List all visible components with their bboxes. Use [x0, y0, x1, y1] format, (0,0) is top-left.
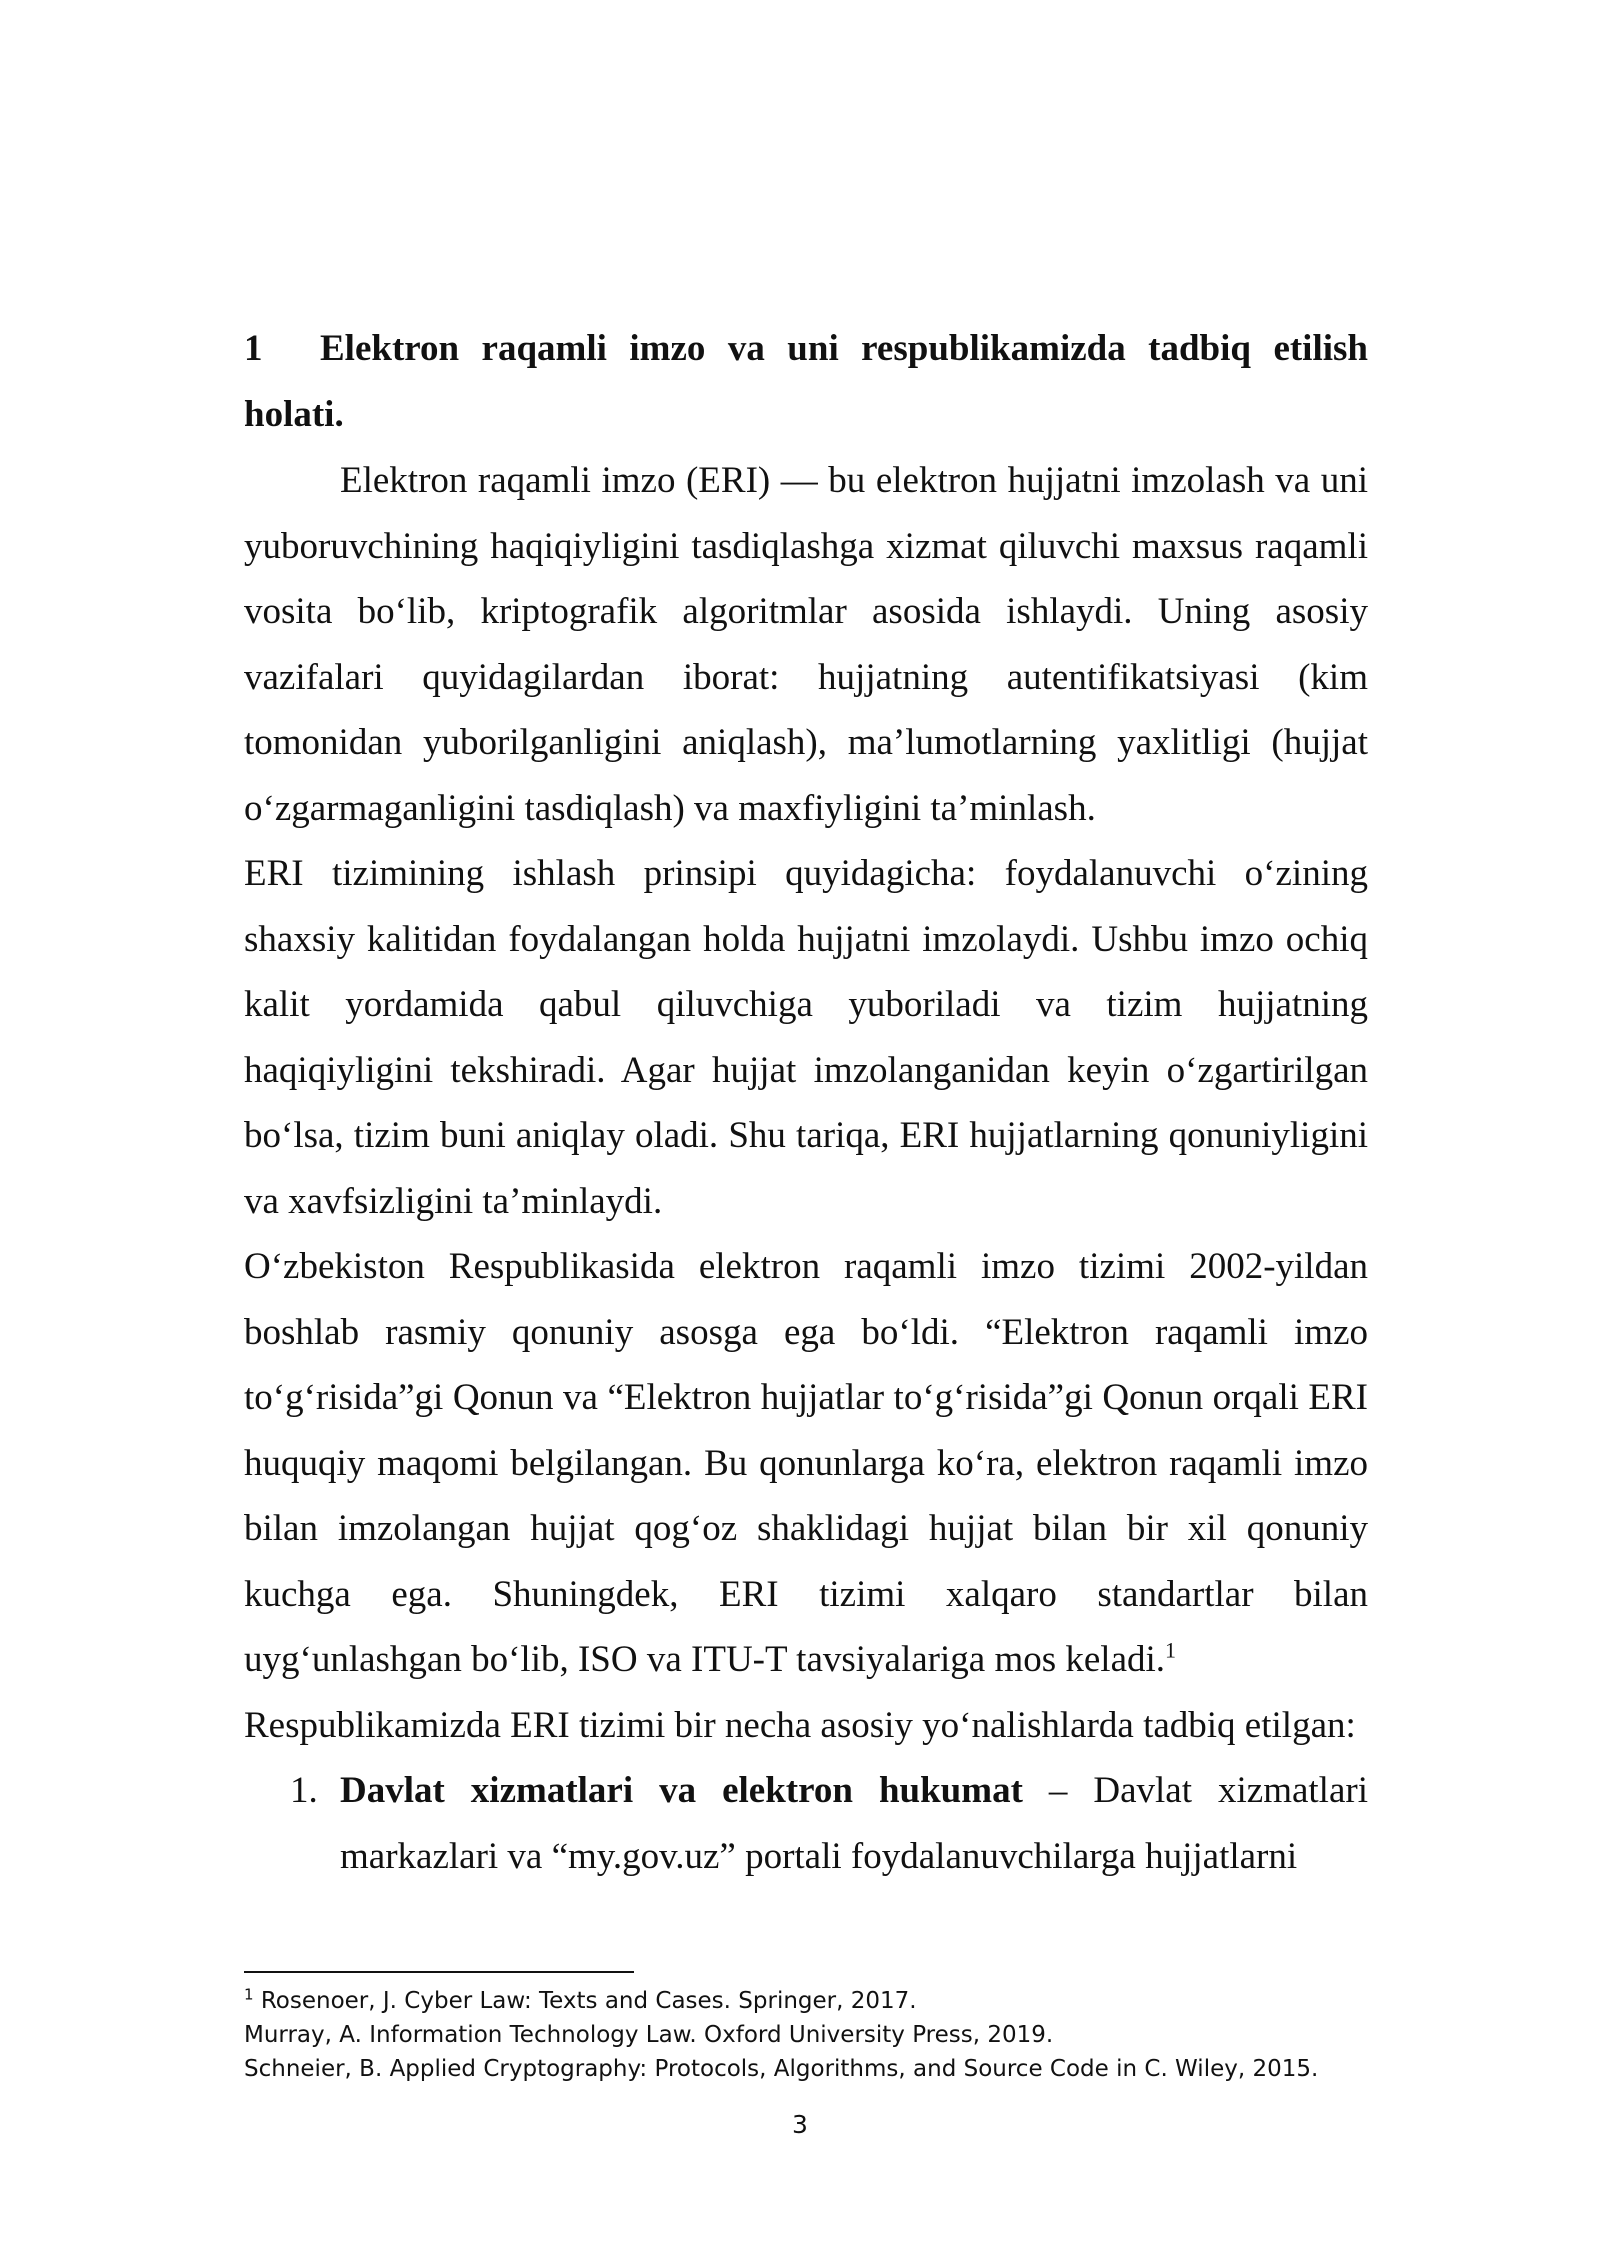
list-item-marker: 1.	[290, 1770, 318, 1811]
footnote-entry	[244, 1984, 1368, 2018]
section-heading	[244, 316, 1368, 448]
section-number: 1	[244, 328, 263, 369]
footnote-marker: 1	[244, 1985, 254, 2004]
footnotes	[244, 1984, 1368, 2086]
document-body	[244, 316, 1368, 1889]
footnote-text: Murray, A. Information Technology Law. Oxford University Press, 2019.	[244, 2022, 1054, 2048]
list-item	[244, 1758, 1368, 1889]
footnote-entry	[244, 2052, 1368, 2086]
footnote-text: Schneier, B. Applied Cryptography: Protocols, Algorithms, and Source Code in C. Wiley, 2015.	[244, 2056, 1319, 2082]
paragraph-principle: ERI tizimining ishlash prinsipi quyidagicha: foydalanuvchi o‘zining shaxsiy kalitidan foydalangan holda hujjatni imzolaydi. Ushbu imzo ochiq kalit yordamida qabul qiluvchiga yuboriladi va tizim hujjatning haqiqiyligini tekshiradi. Agar hujjat imzolanganidan keyin o‘zgartirilgan bo‘lsa, tizim buni aniqlay oladi. Shu tariqa, ERI hujjatlarning qonuniyligini va xavfsizligini ta’minlaydi.	[244, 853, 1368, 1222]
paragraph-directions-intro: Respublikamizda ERI tizimi bir necha asosiy yo‘nalishlarda tadbiq etilgan:	[244, 1704, 1356, 1746]
paragraph-definition: Elektron raqamli imzo (ERI) — bu elektron hujjatni imzolash va uni yuboruvchining haqiqiyligini tasdiqlashga xizmat qiluvchi maxsus raqamli vosita bo‘lib, kriptografik algoritmlar asosida ishlaydi. Uning asosiy vazifalari quyidagilardan iborat: hujjatning autentifikatsiyasi (kim tomonidan yuborilganligini aniqlash), ma’lumotlarning yaxlitligi (hujjat o‘zgarmaganligini tasdiqlash) va maxfiyligini ta’minlash.	[244, 460, 1368, 829]
footnote-entry	[244, 2018, 1368, 2052]
footnote-text: Rosenoer, J. Cyber Law: Texts and Cases. Springer, 2017.	[260, 1988, 917, 2014]
footnote-reference: 1	[1165, 1637, 1177, 1663]
paragraph-legal-basis-text: O‘zbekiston Respublikasida elektron raqamli imzo tizimi 2002-yildan boshlab rasmiy qonuniy asosga ega bo‘ldi. “Elektron raqamli imzo to‘g‘risida”gi Qonun va “Elektron hujjatlar to‘g‘risida”gi Qonun orqali ERI huquqiy maqomi belgilangan. Bu qonunlarga ko‘ra, elektron raqamli imzo bilan imzolangan hujjat qog‘oz shaklidagi hujjat bilan bir xil qonuniy kuchga ega. Shuningdek, ERI tizimi xalqaro standartlar bilan uyg‘unlashgan bo‘lib, ISO va ITU-T tavsiyalariga mos keladi.	[244, 1246, 1368, 1680]
footnote-separator	[244, 1971, 634, 1973]
paragraph-legal-basis	[244, 1234, 1368, 1693]
section-title: Elektron raqamli imzo va uni respublikamizda tadbiq etilish holati.	[244, 328, 1368, 435]
directions-list	[244, 1758, 1368, 1889]
page-number: 3	[792, 2110, 808, 2139]
list-item-bold-title: Davlat xizmatlari va elektron hukumat	[340, 1770, 1023, 1811]
list-item-text: – Davlat xizmatlari markazlari va “my.gov.uz” portali foydalanuvchilarga hujjatlarni	[340, 1770, 1368, 1877]
